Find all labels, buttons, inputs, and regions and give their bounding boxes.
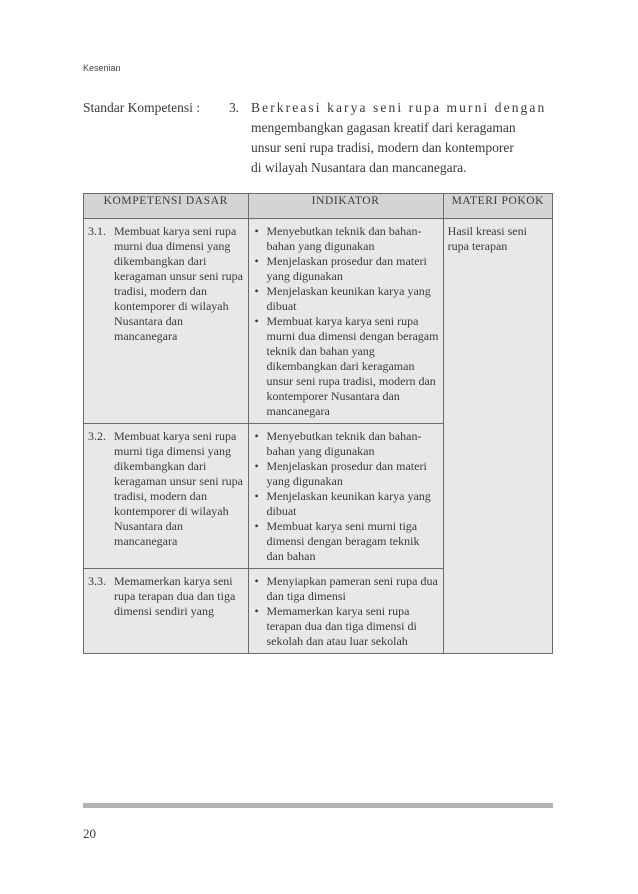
standar-line-3: unsur seni rupa tradisi, modern dan kontemporer: [251, 140, 514, 155]
standar-kompetensi-text: [251, 98, 553, 178]
kompetensi-cell: [84, 219, 249, 424]
indikator-item: • Menyebutkan teknik dan bahan-bahan yang digunakan: [253, 429, 439, 459]
indikator-item: • Membuat karya karya seni rupa murni dua dimensi dengan beragam teknik dan bahan yang dikembangkan dari keragaman unsur seni rupa tradisi, modern dan kontemporer Nusantara dan mancanegara: [253, 314, 439, 419]
standar-line-2: mengembangkan gagasan kreatif dari keragaman: [251, 120, 516, 135]
indikator-cell: [248, 219, 443, 424]
indikator-item: • Membuat karya seni murni tiga dimensi dengan beragam teknik dan bahan: [253, 519, 439, 564]
indikator-item: • Menjelaskan keunikan karya yang dibuat: [253, 284, 439, 314]
page-number: 20: [83, 826, 96, 841]
kompetensi-text: Membuat karya seni rupa murni tiga dimensi yang dikembangkan dari keragaman unsur seni rupa tradisi, modern dan kontemporer di wilayah Nusantara dan mancanegara: [114, 429, 243, 548]
kompetensi-cell: [84, 424, 249, 569]
indikator-item: • Menyiapkan pameran seni rupa dua dan tiga dimensi: [253, 574, 439, 604]
standar-line-4: di wilayah Nusantara dan mancanegara.: [251, 160, 467, 175]
standar-kompetensi-label: Standar Kompetensi :: [83, 100, 200, 115]
header-indikator: INDIKATOR: [248, 194, 443, 219]
header-kompetensi-dasar: KOMPETENSI DASAR: [84, 194, 249, 219]
kompetensi-number: 3.3.: [88, 574, 106, 588]
kompetensi-number: 3.1.: [88, 224, 106, 238]
standar-line-1: Berkreasi karya seni rupa murni dengan: [251, 100, 547, 115]
kompetensi-cell: [84, 569, 249, 654]
kompetensi-text: Memamerkan karya seni rupa terapan dua dan tiga dimensi sendiri yang: [114, 574, 236, 618]
materi-pokok-cell: Hasil kreasi seni rupa terapan: [443, 219, 552, 654]
kompetensi-text: Membuat karya seni rupa murni dua dimensi yang dikembangkan dari keragaman unsur seni rupa tradisi, modern dan kontemporer di wilayah Nusantara dan mancanegara: [114, 224, 243, 343]
table-header-row: [84, 194, 553, 219]
indikator-item: • Menyebutkan teknik dan bahan-bahan yang digunakan: [253, 224, 439, 254]
kompetensi-table: [83, 193, 553, 654]
kompetensi-number: 3.2.: [88, 429, 106, 443]
header-materi-pokok: MATERI POKOK: [443, 194, 552, 219]
indikator-item: • Menjelaskan prosedur dan materi yang digunakan: [253, 459, 439, 489]
running-header: Kesenian: [83, 63, 121, 73]
table-row: [84, 219, 553, 424]
standar-kompetensi-number: 3.: [229, 100, 240, 115]
indikator-item: • Memamerkan karya seni rupa terapan dua dan tiga dimensi di sekolah dan atau luar sekolah: [253, 604, 439, 649]
indikator-cell: [248, 424, 443, 569]
indikator-item: • Menjelaskan prosedur dan materi yang digunakan: [253, 254, 439, 284]
indikator-item: • Menjelaskan keunikan karya yang dibuat: [253, 489, 439, 519]
indikator-cell: [248, 569, 443, 654]
footer-divider: [83, 803, 553, 808]
